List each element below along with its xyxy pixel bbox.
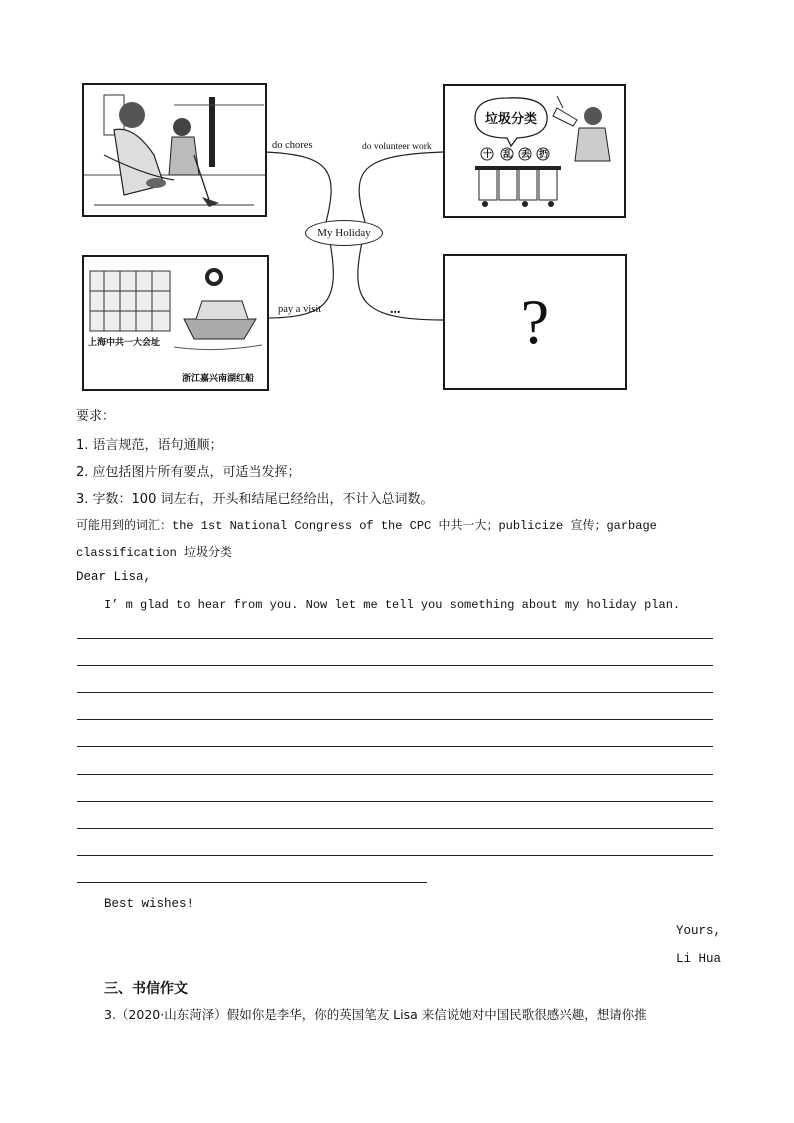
garbage-bins [475, 166, 561, 207]
question-mark: ? [520, 286, 550, 357]
question-3-text: 3.（2020·山东菏泽）假如你是李华，你的英国笔友 Lisa 来信说她对中国民歌很感兴趣，想请你推 [104, 1007, 647, 1022]
letter-signature: Li Hua [676, 952, 722, 966]
vocab-line-1: 可能用到的词汇：the 1st National Congress of the CPC 中共一大；publicize 宣传；garbage [76, 519, 657, 533]
writing-line[interactable] [77, 855, 713, 856]
letter-closing: Best wishes! [104, 897, 195, 911]
branch-label-pay-visit: pay a visit [278, 304, 322, 315]
letter-signoff: Yours, [676, 924, 722, 938]
volunteer-illustration [445, 86, 624, 216]
requirement-item-3: 3. 字数：100 词左右，开头和结尾已经给出，不计入总词数。 [76, 492, 434, 507]
mindmap-center-label: My Holiday [317, 227, 371, 239]
branch-label-volunteer: do volunteer work [362, 142, 432, 152]
writing-line[interactable] [77, 746, 713, 747]
writing-line[interactable] [77, 692, 713, 693]
writing-line[interactable] [77, 828, 713, 829]
vocab-line-2: classification 垃圾分类 [76, 546, 233, 560]
picture-pay-a-visit [82, 255, 269, 391]
branch-label-do-chores: do chores [272, 140, 313, 151]
letter-opening: I’ m glad to hear from you. Now let me tell you something about my holiday plan. [104, 598, 681, 612]
requirement-item-1: 1. 语言规范，语句通顺； [76, 438, 223, 453]
writing-line[interactable] [77, 638, 713, 639]
picture-volunteer-work [443, 84, 626, 218]
volunteer-char-1: 十 [483, 150, 493, 160]
writing-line[interactable] [77, 719, 713, 720]
volunteer-char-2: 乱 [503, 150, 513, 160]
volunteer-char-3: 丢 [521, 150, 531, 160]
mindmap-center-node [305, 220, 383, 246]
picture-do-chores [82, 83, 267, 217]
writing-line[interactable] [77, 801, 713, 802]
volunteer-char-4: 扔 [539, 150, 549, 160]
requirements-heading: 要求： [76, 409, 116, 424]
requirement-item-2: 2. 应包括图片所有要点，可适当发挥； [76, 465, 301, 480]
chores-illustration [84, 85, 265, 215]
visit-illustration [84, 257, 267, 389]
section-heading: 三、书信作文 [104, 981, 188, 997]
visit-caption-2: 浙江嘉兴南湖红船 [182, 374, 255, 384]
writing-line-short[interactable] [77, 882, 427, 883]
picture-unknown [443, 254, 627, 390]
visit-caption-1: 上海中共一大会址 [88, 338, 161, 348]
volunteer-sign-text: 垃圾分类 [485, 112, 538, 127]
letter-salutation: Dear Lisa, [76, 570, 152, 584]
writing-line[interactable] [77, 665, 713, 666]
branch-label-ellipsis: ... [390, 302, 401, 317]
volunteer-chars [481, 148, 549, 160]
writing-line[interactable] [77, 774, 713, 775]
